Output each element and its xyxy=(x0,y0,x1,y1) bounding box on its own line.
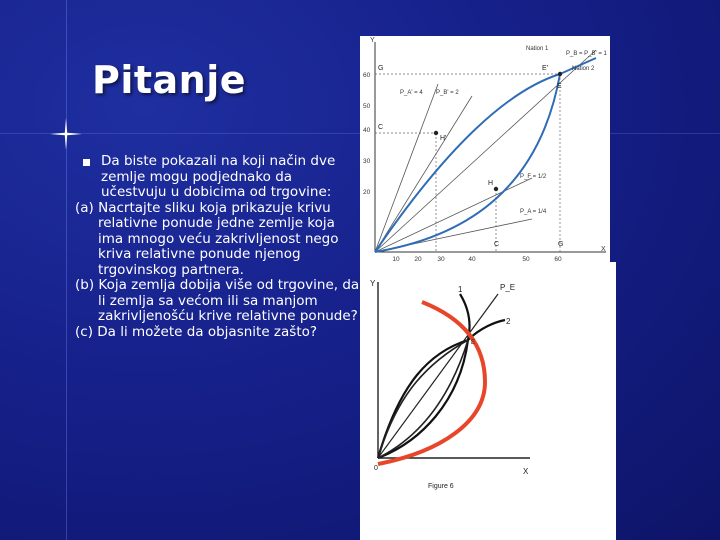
fig1-label-hp: H' xyxy=(440,135,447,142)
fig1-pa4-label: P_A' = 4 xyxy=(400,90,423,96)
fig2-pe-label: P_E xyxy=(500,283,516,292)
decorative-vertical-line xyxy=(66,0,67,540)
intro-paragraph xyxy=(75,154,360,201)
fig1-y-ticks xyxy=(363,72,371,196)
fig1-y-tick: 40 xyxy=(363,127,371,134)
fig1-pb2-label: P_B' = 2 xyxy=(436,90,459,96)
bullet-icon xyxy=(83,159,90,166)
fig1-nation1-curve xyxy=(375,58,596,252)
question-text xyxy=(75,154,360,340)
fig2-y-label: Y xyxy=(370,279,376,288)
fig1-price-top-label: P_B = P_B' = 1 xyxy=(566,51,607,57)
item-c-marker: (c) xyxy=(75,323,93,340)
item-a xyxy=(75,201,360,279)
fig1-y-tick: 30 xyxy=(363,158,371,165)
fig1-x-tick: 60 xyxy=(554,256,562,262)
fig1-nation2-curve xyxy=(375,74,560,252)
fig1-annotations xyxy=(400,46,608,215)
fig1-label-c: C xyxy=(378,124,384,131)
fig1-guides xyxy=(375,74,560,252)
fig1-label-ep: E' xyxy=(542,65,549,72)
item-c xyxy=(75,325,360,341)
fig1-x-tick: 50 xyxy=(522,256,530,262)
fig1-label-h: H xyxy=(488,180,494,187)
fig2-labels xyxy=(428,283,515,490)
item-b xyxy=(75,278,360,325)
fig1-paquarter-label: P_A = 1/4 xyxy=(520,209,547,215)
item-b-marker: (b) xyxy=(75,277,95,293)
fig2-x-label: X xyxy=(523,467,529,476)
fig1-x-tick: 30 xyxy=(437,256,445,262)
item-a-marker: (a) xyxy=(75,199,94,216)
figure-offer-curves-2 xyxy=(360,262,616,540)
item-c-text: Da li možete da objasnite zašto? xyxy=(97,323,318,340)
fig2-curve1-label: 1 xyxy=(458,285,463,294)
figure-offer-curves-1 xyxy=(360,36,610,262)
fig1-x-label: X xyxy=(601,246,606,253)
fig1-y-tick: 20 xyxy=(363,189,371,196)
fig1-y-tick: 60 xyxy=(363,72,371,79)
fig1-label-gb: G xyxy=(558,241,564,248)
fig1-nation2-label: Nation 2 xyxy=(572,66,595,72)
sparkle-icon xyxy=(50,118,82,150)
fig1-y-label: Y xyxy=(370,37,375,44)
fig2-e-label: E xyxy=(471,340,476,346)
fig1-label-cb: C xyxy=(494,241,500,248)
fig1-pfhalf-label: P_F = 1/2 xyxy=(520,174,547,180)
slide-title: Pitanje xyxy=(92,58,247,102)
fig1-x-tick: 20 xyxy=(414,256,422,262)
item-b-text: Koja zemlja dobija više od trgovine, da li zemlja sa većom ili sa manjom zakrivljenošću krive relativne ponude? xyxy=(98,277,360,324)
fig1-price-lines xyxy=(375,50,596,252)
fig1-y-tick: 50 xyxy=(363,103,371,110)
intro-text: Da biste pokazali na koji način dve zemlje mogu podjednako da učestvuju u dobicima od trgovine: xyxy=(101,153,336,200)
fig1-label-g: G xyxy=(378,65,384,72)
item-a-text: Nacrtajte sliku koja prikazuje krivu relativne ponude jedne zemlje koja ima mnogo veću zakrivljenost nego kriva relativne ponude njenog trgovinskog partnera. xyxy=(98,199,339,278)
fig1-label-e: E xyxy=(557,83,562,90)
fig2-curve2-label: 2 xyxy=(506,317,511,326)
fig1-nation1-label: Nation 1 xyxy=(526,46,549,52)
fig2-price-line xyxy=(378,294,498,458)
fig1-x-tick: 40 xyxy=(468,256,476,262)
fig2-caption: Figure 6 xyxy=(428,483,454,490)
fig1-x-tick: 10 xyxy=(392,256,400,262)
fig2-origin-label: 0 xyxy=(374,465,378,472)
